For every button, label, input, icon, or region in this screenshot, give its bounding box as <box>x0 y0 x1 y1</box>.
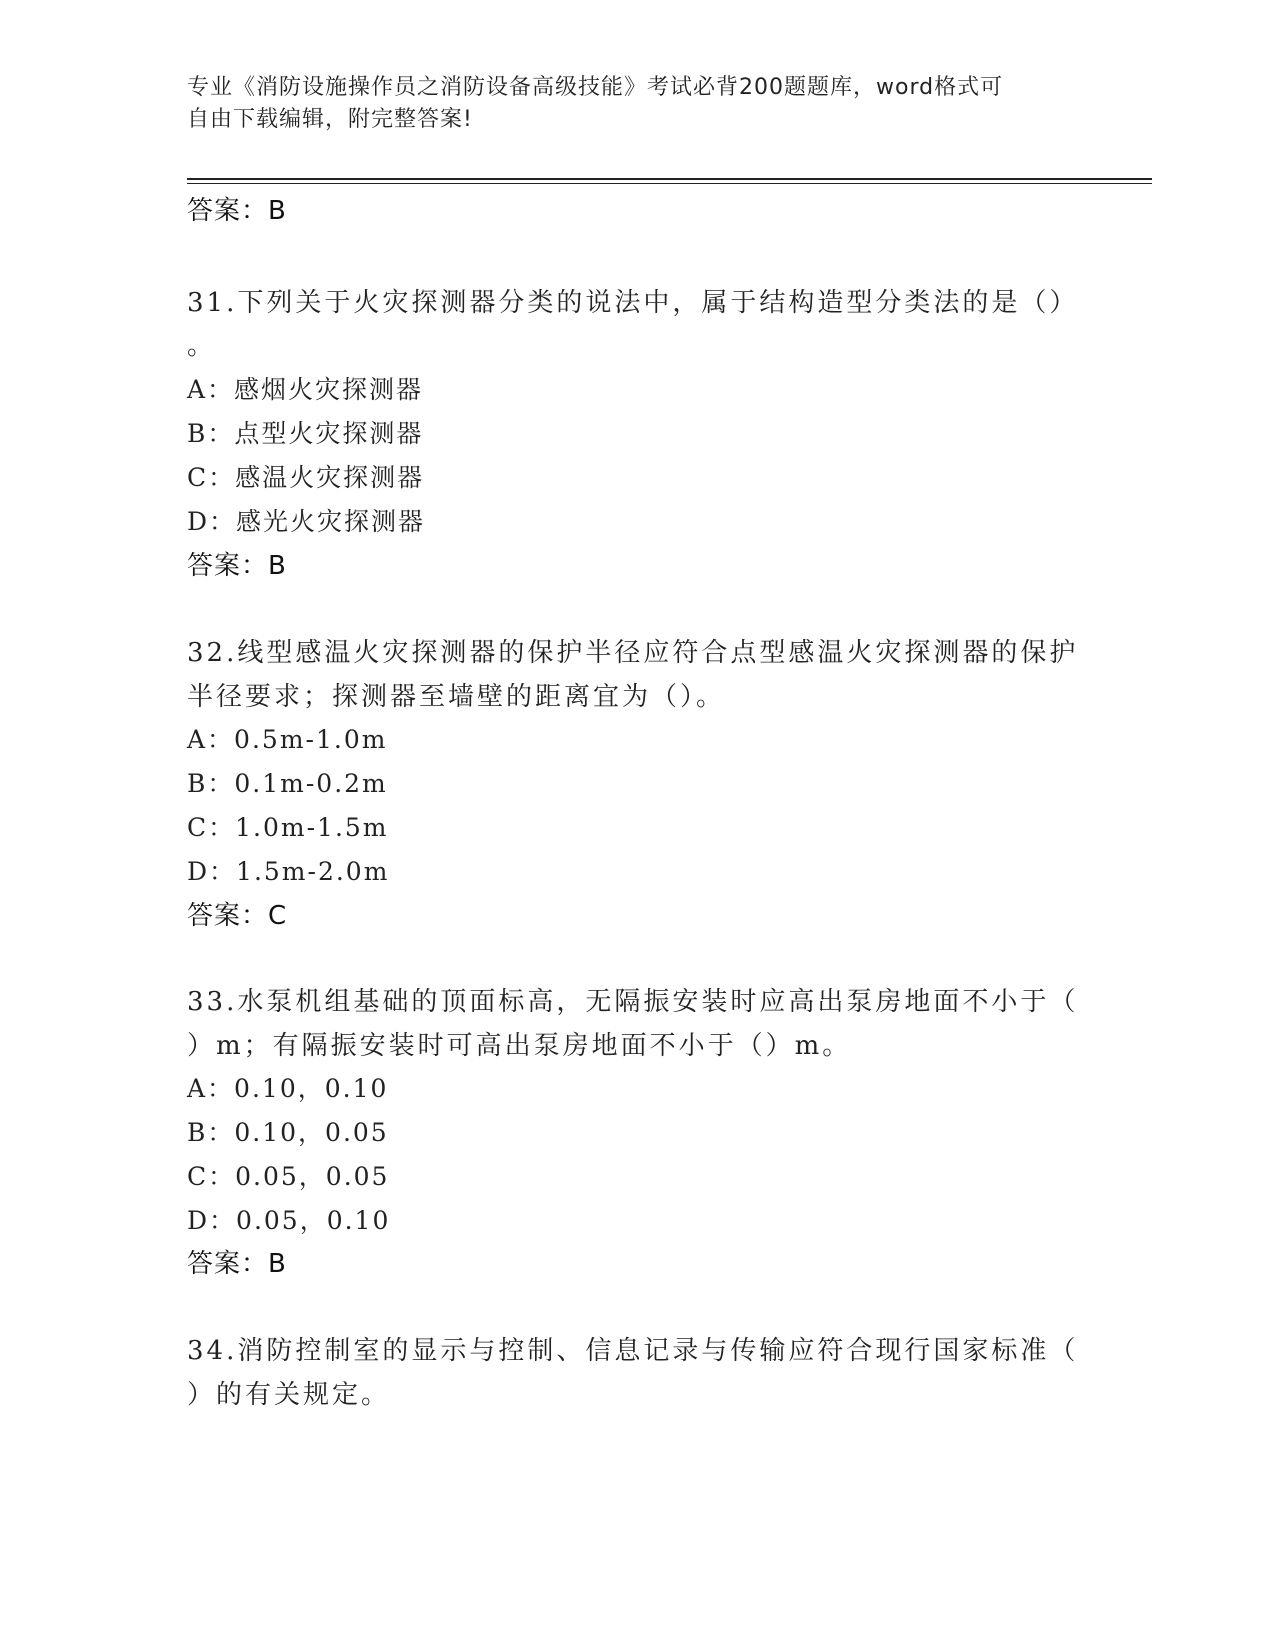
question-32-option-d: D：1.5m-2.0m <box>187 857 390 886</box>
header-line-1: 专业《消防设施操作员之消防设备高级技能》考试必背200题题库，word格式可 <box>187 75 1004 100</box>
question-33-option-c: C：0.05，0.05 <box>187 1162 390 1191</box>
header-divider-thin <box>187 183 1152 184</box>
question-31-option-d: D：感光火灾探测器 <box>187 507 426 536</box>
header-line-2: 自由下载编辑，附完整答案! <box>187 107 473 132</box>
question-32-option-b: B：0.1m-0.2m <box>187 769 388 798</box>
header-divider-thick <box>187 178 1152 180</box>
question-33-option-d: D：0.05，0.10 <box>187 1206 391 1235</box>
question-34-text-line-2: ）的有关规定。 <box>187 1380 391 1410</box>
question-31-option-a: A：感烟火灾探测器 <box>187 375 424 404</box>
question-32-option-c: C：1.0m-1.5m <box>187 813 389 842</box>
question-31-option-c: C：感温火灾探测器 <box>187 463 425 492</box>
question-33-text-line-1: 33.水泵机组基础的顶面标高，无隔振安装时应高出泵房地面不小于（ <box>187 987 1079 1017</box>
question-33-option-a: A：0.10，0.10 <box>187 1074 389 1103</box>
question-31-text-line-1: 31.下列关于火灾探测器分类的说法中，属于结构造型分类法的是（） <box>187 288 1079 318</box>
question-31-option-b: B：点型火灾探测器 <box>187 419 424 448</box>
question-34-text-line-1: 34.消防控制室的显示与控制、信息记录与传输应符合现行国家标准（ <box>187 1336 1079 1366</box>
previous-answer: 答案：B <box>187 196 287 226</box>
question-31-text-line-2: 。 <box>187 331 217 361</box>
question-31-answer: 答案：B <box>187 551 287 581</box>
question-32-text-line-2: 半径要求；探测器至墙壁的距离宜为（）。 <box>187 682 726 712</box>
question-32-option-a: A：0.5m-1.0m <box>187 725 388 754</box>
document-header <box>187 72 1087 136</box>
question-32-answer: 答案：C <box>187 901 288 931</box>
question-33-option-b: B：0.10，0.05 <box>187 1118 389 1147</box>
question-32-text-line-1: 32.线型感温火灾探测器的保护半径应符合点型感温火灾探测器的保护 <box>187 638 1079 668</box>
question-33-answer: 答案：B <box>187 1249 287 1279</box>
question-33-text-line-2: ）m；有隔振安装时可高出泵房地面不小于（）m。 <box>187 1031 852 1061</box>
